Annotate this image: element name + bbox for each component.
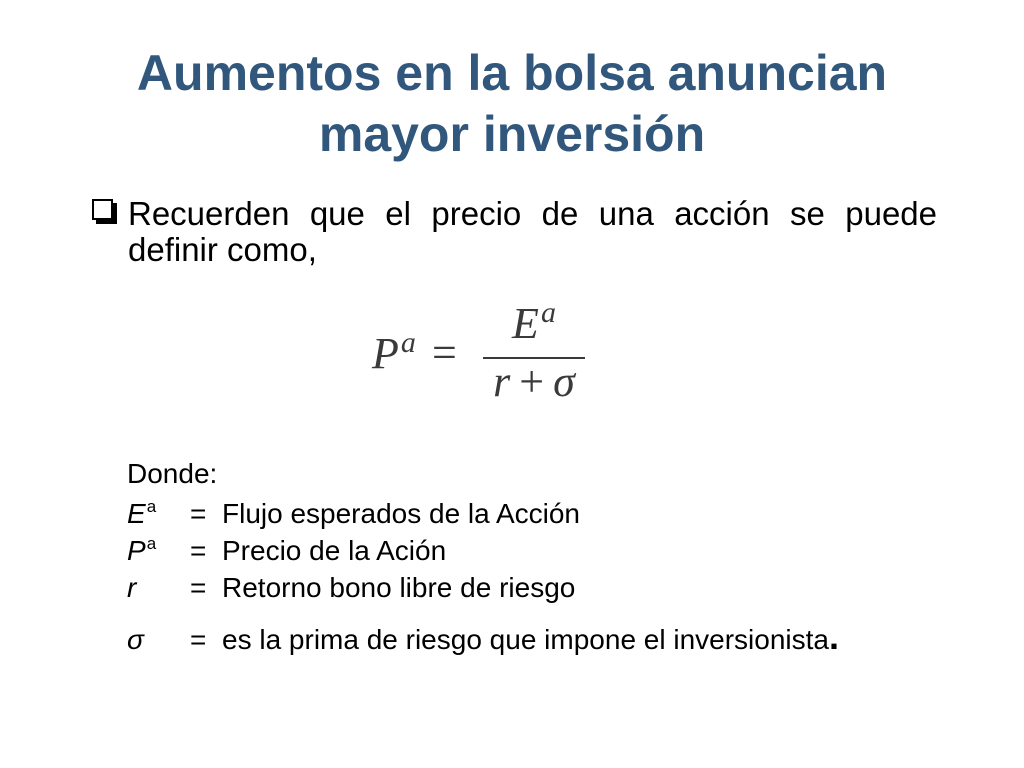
slide-title-line-2: mayor inversión — [318, 106, 706, 162]
definition-equals: = — [190, 572, 207, 603]
formula-numerator-superscript: a — [540, 296, 556, 329]
definition-equals: = — [190, 498, 207, 529]
definition-symbol — [127, 534, 190, 569]
price-formula — [360, 290, 600, 420]
definitions-heading: Donde: — [127, 458, 218, 489]
definition-end-mark: . — [829, 616, 840, 657]
definition-text: Precio de la Ación — [222, 535, 447, 566]
formula-equals: = — [432, 328, 457, 377]
formula-lhs-superscript: a — [400, 326, 416, 359]
formula-lhs — [372, 326, 416, 381]
definition-text-wrapper — [222, 616, 840, 657]
formula-numerator-symbol: E — [512, 299, 539, 348]
definition-symbol-superscript: a — [146, 497, 157, 516]
definition-row — [127, 616, 840, 657]
bullet-text — [128, 196, 937, 268]
slide-title-line-1: Aumentos en la bolsa anuncian — [136, 45, 888, 101]
definition-symbol: σ — [127, 624, 144, 655]
bullet-text-line-1: Recuerden que el precio de una acción se puede — [128, 195, 937, 232]
formula-denominator — [483, 357, 585, 406]
definition-symbol-letter: P — [127, 535, 146, 566]
definition-row — [127, 534, 447, 569]
definition-equals: = — [190, 535, 207, 566]
slide-title — [0, 43, 1024, 165]
checkbox-square-icon — [92, 199, 118, 225]
definition-symbol-letter: E — [127, 498, 146, 529]
definition-row — [127, 497, 580, 532]
definition-symbol-superscript: a — [146, 534, 157, 553]
bullet-text-line-2: definir como, — [128, 231, 317, 268]
definition-symbol: r — [127, 572, 137, 603]
formula-denominator-right: σ — [553, 357, 575, 406]
definition-text: Flujo esperados de la Acción — [222, 498, 580, 529]
definition-text: es la prima de riesgo que impone el inversionista — [222, 624, 829, 655]
definition-text: Retorno bono libre de riesgo — [222, 572, 576, 603]
definition-equals: = — [190, 624, 207, 655]
formula-numerator — [483, 296, 585, 351]
definition-symbol — [127, 497, 190, 532]
formula-lhs-symbol: P — [372, 329, 399, 378]
formula-denominator-left: r — [493, 357, 511, 406]
definition-row — [127, 574, 575, 602]
formula-denominator-operator: + — [519, 357, 545, 406]
